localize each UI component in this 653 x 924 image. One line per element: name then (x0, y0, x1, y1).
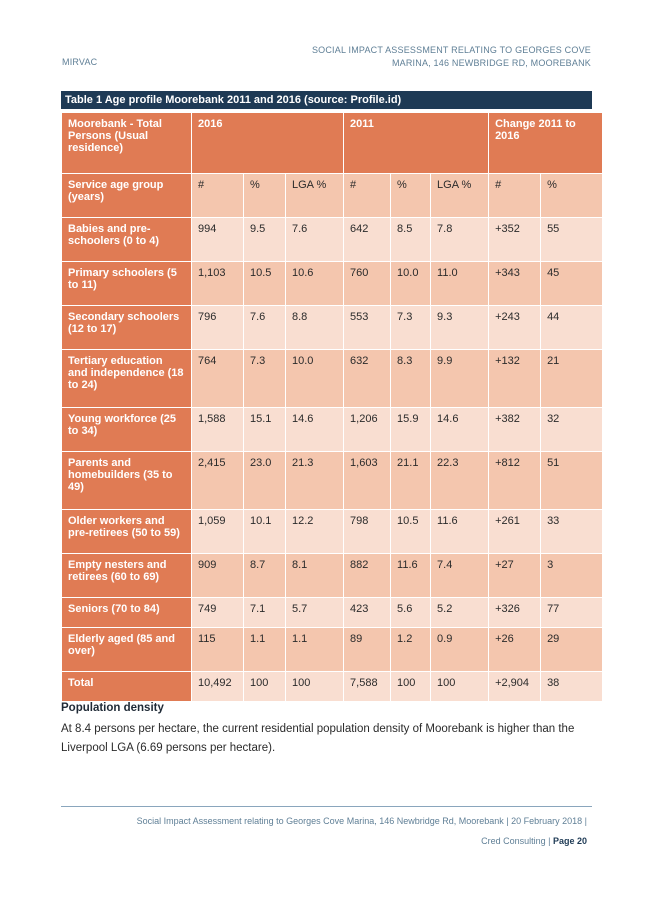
table-cell: 9.9 (431, 350, 489, 408)
table-cell: 9.3 (431, 306, 489, 350)
table-cell: 796 (192, 306, 244, 350)
table-row (62, 452, 603, 510)
table-cell: 8.8 (286, 306, 344, 350)
footer-consultant: Cred Consulting | (481, 836, 553, 846)
table-cell: 7.8 (431, 218, 489, 262)
age-profile-table (61, 112, 603, 702)
table-row (62, 554, 603, 598)
table-cell: 994 (192, 218, 244, 262)
row-label-cell: Empty nesters and retirees (60 to 69) (62, 554, 192, 598)
table-cell: 1,103 (192, 262, 244, 306)
header-cell-change: Change 2011 to 2016 (489, 113, 603, 174)
section-heading: Population density (61, 702, 164, 714)
table-cell: 45 (541, 262, 603, 306)
table-cell: 38 (541, 672, 603, 702)
table-cell: 8.1 (286, 554, 344, 598)
table-cell: +812 (489, 452, 541, 510)
table-cell: +243 (489, 306, 541, 350)
table-cell: 1,206 (344, 408, 391, 452)
header-cell-2016: 2016 (192, 113, 344, 174)
table-cell: +261 (489, 510, 541, 554)
table-cell: 10.0 (286, 350, 344, 408)
table-cell: 7.3 (391, 306, 431, 350)
table-cell: 5.6 (391, 598, 431, 628)
table-cell: 14.6 (431, 408, 489, 452)
table-cell: 7.6 (244, 306, 286, 350)
table-row (62, 510, 603, 554)
row-label-cell: Older workers and pre-retirees (50 to 59) (62, 510, 192, 554)
subheader-cell: Service age group (years) (62, 174, 192, 218)
table-cell: 10.5 (244, 262, 286, 306)
table-cell: 632 (344, 350, 391, 408)
table-cell: 5.7 (286, 598, 344, 628)
table-cell: 8.7 (244, 554, 286, 598)
table-cell: 882 (344, 554, 391, 598)
table-cell: 77 (541, 598, 603, 628)
table-cell: 1,059 (192, 510, 244, 554)
table-cell: 9.5 (244, 218, 286, 262)
section-paragraph: At 8.4 persons per hectare, the current residential population density of Moorebank is higher than the Liverpool LGA (6.69 persons per hectare). (61, 723, 575, 754)
table-cell: 15.9 (391, 408, 431, 452)
table-cell: 8.3 (391, 350, 431, 408)
header-document-title (312, 44, 591, 70)
row-label-cell: Primary schoolers (5 to 11) (62, 262, 192, 306)
subheader-cell: % (244, 174, 286, 218)
table-total-row (62, 672, 603, 702)
table-cell: 1.1 (286, 628, 344, 672)
table-cell: 44 (541, 306, 603, 350)
table-cell: 1.1 (244, 628, 286, 672)
table-cell: 15.1 (244, 408, 286, 452)
footer-divider (61, 806, 592, 807)
subheader-cell: # (192, 174, 244, 218)
table-subheader-row (62, 174, 603, 218)
table-row (62, 598, 603, 628)
subheader-cell: LGA % (431, 174, 489, 218)
page-number: Page 20 (552, 836, 587, 846)
table-cell: 10,492 (192, 672, 244, 702)
table-cell: 1,588 (192, 408, 244, 452)
table-cell: +27 (489, 554, 541, 598)
table-cell: 1.2 (391, 628, 431, 672)
table-cell: 89 (344, 628, 391, 672)
table-cell: +26 (489, 628, 541, 672)
table-cell: 642 (344, 218, 391, 262)
footer-credit (481, 836, 587, 846)
table-cell: +326 (489, 598, 541, 628)
table-cell: 798 (344, 510, 391, 554)
table-cell: 760 (344, 262, 391, 306)
table-cell: 100 (286, 672, 344, 702)
table-cell: 7.1 (244, 598, 286, 628)
table-cell: 29 (541, 628, 603, 672)
subheader-cell: % (541, 174, 603, 218)
table-cell: 0.9 (431, 628, 489, 672)
table-cell: 553 (344, 306, 391, 350)
table-cell: 7.6 (286, 218, 344, 262)
header-company: MIRVAC (62, 57, 98, 67)
header-cell-label: Moorebank - Total Persons (Usual residence) (62, 113, 192, 174)
header-cell-2011: 2011 (344, 113, 489, 174)
table-cell: 10.0 (391, 262, 431, 306)
subheader-cell: # (344, 174, 391, 218)
row-label-cell: Elderly aged (85 and over) (62, 628, 192, 672)
table-cell: 10.6 (286, 262, 344, 306)
table-cell: +382 (489, 408, 541, 452)
footer-document-info: Social Impact Assessment relating to Georges Cove Marina, 146 Newbridge Rd, Moorebank | 20 February 2018 | (136, 816, 587, 826)
table-cell: 33 (541, 510, 603, 554)
row-label-cell: Seniors (70 to 84) (62, 598, 192, 628)
table-cell: 100 (391, 672, 431, 702)
table-row (62, 408, 603, 452)
table-cell: 3 (541, 554, 603, 598)
subheader-cell: # (489, 174, 541, 218)
table-cell: +2,904 (489, 672, 541, 702)
row-label-cell: Total (62, 672, 192, 702)
row-label-cell: Parents and homebuilders (35 to 49) (62, 452, 192, 510)
table-cell: 7.3 (244, 350, 286, 408)
table-cell: 2,415 (192, 452, 244, 510)
table-cell: 423 (344, 598, 391, 628)
table-cell: 14.6 (286, 408, 344, 452)
table-cell: 115 (192, 628, 244, 672)
table-cell: 10.1 (244, 510, 286, 554)
table-cell: 11.0 (431, 262, 489, 306)
table-cell: +132 (489, 350, 541, 408)
table-row (62, 218, 603, 262)
table-cell: 5.2 (431, 598, 489, 628)
table-cell: 764 (192, 350, 244, 408)
table-cell: 7.4 (431, 554, 489, 598)
table-cell: 21 (541, 350, 603, 408)
subheader-cell: LGA % (286, 174, 344, 218)
table-cell: 100 (244, 672, 286, 702)
subheader-cell: % (391, 174, 431, 218)
table-cell: 100 (431, 672, 489, 702)
row-label-cell: Babies and pre-schoolers (0 to 4) (62, 218, 192, 262)
table-cell: 749 (192, 598, 244, 628)
table-cell: 23.0 (244, 452, 286, 510)
table-row (62, 306, 603, 350)
table-cell: 1,603 (344, 452, 391, 510)
table-cell: +343 (489, 262, 541, 306)
table-cell: 11.6 (431, 510, 489, 554)
table-cell: 909 (192, 554, 244, 598)
table-cell: 55 (541, 218, 603, 262)
table-caption: Table 1 Age profile Moorebank 2011 and 2016 (source: Profile.id) (61, 91, 592, 109)
header-title-line2: MARINA, 146 NEWBRIDGE RD, MOOREBANK (391, 58, 591, 68)
table-cell: 51 (541, 452, 603, 510)
table-cell: 7,588 (344, 672, 391, 702)
table-cell: 11.6 (391, 554, 431, 598)
table-cell: 22.3 (431, 452, 489, 510)
table-cell: 21.3 (286, 452, 344, 510)
row-label-cell: Young workforce (25 to 34) (62, 408, 192, 452)
row-label-cell: Secondary schoolers (12 to 17) (62, 306, 192, 350)
row-label-cell: Tertiary education and independence (18 to 24) (62, 350, 192, 408)
table-cell: 8.5 (391, 218, 431, 262)
table-cell: 32 (541, 408, 603, 452)
table-row (62, 350, 603, 408)
table-cell: 12.2 (286, 510, 344, 554)
table-header-row (62, 113, 603, 174)
table-row (62, 262, 603, 306)
table-row (62, 628, 603, 672)
header-title-line1: SOCIAL IMPACT ASSESSMENT RELATING TO GEORGES COVE (311, 45, 591, 55)
table-cell: +352 (489, 218, 541, 262)
table-cell: 21.1 (391, 452, 431, 510)
table-cell: 10.5 (391, 510, 431, 554)
